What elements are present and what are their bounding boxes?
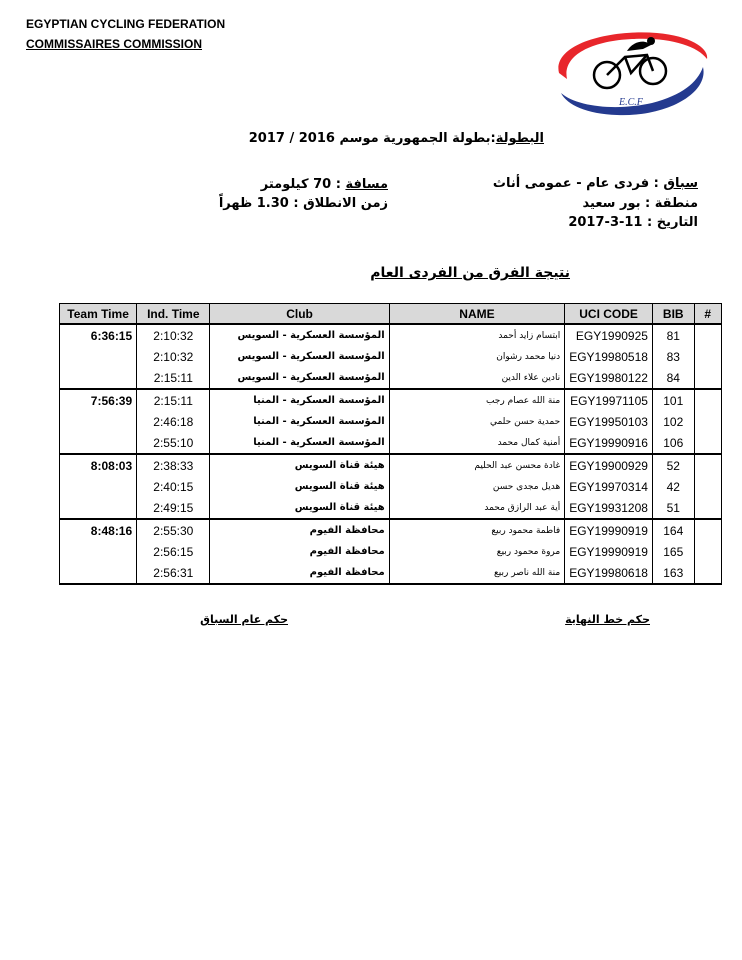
region-line: منطقة : بور سعيد bbox=[582, 196, 698, 211]
team-time-cell: 7:56:39 bbox=[60, 389, 137, 411]
col-ind-time: Ind. Time bbox=[137, 304, 210, 325]
uci-cell: EGY19971105 bbox=[565, 389, 653, 411]
race-label: سباق bbox=[663, 176, 698, 191]
table-row bbox=[60, 432, 722, 454]
finish-line-judge-label: حكم خط النهاية bbox=[565, 613, 650, 626]
team-time-cell bbox=[60, 476, 137, 497]
bib-cell: 83 bbox=[652, 346, 694, 367]
bib-cell: 84 bbox=[652, 367, 694, 389]
bib-cell: 164 bbox=[652, 519, 694, 541]
chief-commissaire-label: حكم عام السباق bbox=[200, 613, 288, 626]
uci-cell: EGY19900929 bbox=[565, 454, 653, 476]
club-cell: المؤسسة العسكرية - المنيا bbox=[210, 432, 389, 454]
bib-cell: 106 bbox=[652, 432, 694, 454]
table-row bbox=[60, 562, 722, 584]
team-time-cell: 6:36:15 bbox=[60, 324, 137, 346]
club-cell: المؤسسة العسكرية - السويس bbox=[210, 324, 389, 346]
uci-cell: EGY19990919 bbox=[565, 541, 653, 562]
table-row bbox=[60, 541, 722, 562]
race-line bbox=[493, 176, 698, 191]
col-bib: BIB bbox=[652, 304, 694, 325]
results-table bbox=[59, 303, 722, 585]
championship-label: البطولة bbox=[495, 131, 544, 146]
bib-cell: 42 bbox=[652, 476, 694, 497]
uci-cell: EGY19980518 bbox=[565, 346, 653, 367]
ind-time-cell: 2:56:15 bbox=[137, 541, 210, 562]
table-row bbox=[60, 389, 722, 411]
club-cell: هيئة قناة السويس bbox=[210, 454, 389, 476]
name-cell: حمدية حسن حلمي bbox=[389, 411, 565, 432]
start-time-line: زمن الانطلاق : 1.30 ظهراً bbox=[218, 196, 388, 211]
name-cell: هديل مجدى حسن bbox=[389, 476, 565, 497]
table-row bbox=[60, 367, 722, 389]
name-cell: نادين علاء الدين bbox=[389, 367, 565, 389]
bib-cell: 101 bbox=[652, 389, 694, 411]
ecf-logo bbox=[547, 27, 715, 119]
number-cell bbox=[694, 476, 721, 497]
ind-time-cell: 2:10:32 bbox=[137, 346, 210, 367]
uci-cell: EGY19950103 bbox=[565, 411, 653, 432]
ind-time-cell: 2:55:10 bbox=[137, 432, 210, 454]
name-cell: أمنية كمال محمد bbox=[389, 432, 565, 454]
ind-time-cell: 2:15:11 bbox=[137, 367, 210, 389]
number-cell bbox=[694, 454, 721, 476]
name-cell: أية عبد الرازق محمد bbox=[389, 497, 565, 519]
col-number: # bbox=[694, 304, 721, 325]
ind-time-cell: 2:49:15 bbox=[137, 497, 210, 519]
date-line: التاريخ : 11-3-2017 bbox=[568, 215, 698, 230]
number-cell bbox=[694, 519, 721, 541]
table-row bbox=[60, 454, 722, 476]
uci-cell: EGY19980122 bbox=[565, 367, 653, 389]
team-time-cell bbox=[60, 367, 137, 389]
team-time-cell bbox=[60, 346, 137, 367]
number-cell bbox=[694, 497, 721, 519]
table-row bbox=[60, 476, 722, 497]
bib-cell: 163 bbox=[652, 562, 694, 584]
results-subtitle: نتيجة الفرق من الفردى العام bbox=[370, 265, 570, 281]
table-row bbox=[60, 346, 722, 367]
distance-value: : 70 كيلومتر bbox=[260, 177, 346, 192]
col-uci-code: UCI CODE bbox=[565, 304, 653, 325]
logo-text: E.C.F bbox=[619, 97, 643, 108]
number-cell bbox=[694, 389, 721, 411]
table-row bbox=[60, 324, 722, 346]
name-cell: دنيا محمد رشوان bbox=[389, 346, 565, 367]
team-time-cell bbox=[60, 541, 137, 562]
name-cell: منة الله عصام رجب bbox=[389, 389, 565, 411]
club-cell: هيئة قناة السويس bbox=[210, 476, 389, 497]
club-cell: المؤسسة العسكرية - المنيا bbox=[210, 389, 389, 411]
distance-label: مسافة bbox=[345, 177, 388, 192]
table-row bbox=[60, 497, 722, 519]
number-cell bbox=[694, 346, 721, 367]
club-cell: المؤسسة العسكرية - المنيا bbox=[210, 411, 389, 432]
team-time-cell: 8:08:03 bbox=[60, 454, 137, 476]
bib-cell: 81 bbox=[652, 324, 694, 346]
championship-value: :بطولة الجمهورية موسم 2016 / 2017 bbox=[248, 131, 496, 146]
club-cell: محافظة الفيوم bbox=[210, 541, 389, 562]
number-cell bbox=[694, 367, 721, 389]
number-cell bbox=[694, 324, 721, 346]
commission-name: COMMISSAIRES COMMISSION bbox=[26, 37, 203, 51]
name-cell: منة الله ناصر ربيع bbox=[389, 562, 565, 584]
number-cell bbox=[694, 432, 721, 454]
col-name: NAME bbox=[389, 304, 565, 325]
ind-time-cell: 2:56:31 bbox=[137, 562, 210, 584]
distance-line bbox=[261, 177, 388, 192]
ind-time-cell: 2:38:33 bbox=[137, 454, 210, 476]
number-cell bbox=[694, 411, 721, 432]
uci-cell: EGY19990919 bbox=[565, 519, 653, 541]
club-cell: المؤسسة العسكرية - السويس bbox=[210, 346, 389, 367]
ind-time-cell: 2:40:15 bbox=[137, 476, 210, 497]
uci-cell: EGY1990925 bbox=[565, 324, 653, 346]
name-cell: ابتسام زايد أحمد bbox=[389, 324, 565, 346]
bib-cell: 102 bbox=[652, 411, 694, 432]
team-time-cell bbox=[60, 432, 137, 454]
number-cell bbox=[694, 541, 721, 562]
team-time-cell bbox=[60, 497, 137, 519]
ind-time-cell: 2:55:30 bbox=[137, 519, 210, 541]
team-time-cell: 8:48:16 bbox=[60, 519, 137, 541]
bib-cell: 51 bbox=[652, 497, 694, 519]
name-cell: مروة محمود ربيع bbox=[389, 541, 565, 562]
federation-name: EGYPTIAN CYCLING FEDERATION bbox=[26, 17, 226, 31]
table-header-row bbox=[60, 304, 722, 325]
team-time-cell bbox=[60, 562, 137, 584]
number-cell bbox=[694, 562, 721, 584]
col-team-time: Team Time bbox=[60, 304, 137, 325]
table-row bbox=[60, 519, 722, 541]
club-cell: هيئة قناة السويس bbox=[210, 497, 389, 519]
table-row bbox=[60, 411, 722, 432]
bib-cell: 165 bbox=[652, 541, 694, 562]
team-time-cell bbox=[60, 411, 137, 432]
ind-time-cell: 2:10:32 bbox=[137, 324, 210, 346]
club-cell: المؤسسة العسكرية - السويس bbox=[210, 367, 389, 389]
race-value: : فردى عام - عمومى أناث bbox=[492, 176, 664, 191]
name-cell: فاطمة محمود ربيع bbox=[389, 519, 565, 541]
col-club: Club bbox=[210, 304, 389, 325]
championship-line bbox=[249, 131, 544, 146]
name-cell: غادة محسن عبد الحليم bbox=[389, 454, 565, 476]
uci-cell: EGY19931208 bbox=[565, 497, 653, 519]
uci-cell: EGY19970314 bbox=[565, 476, 653, 497]
club-cell: محافظة الفيوم bbox=[210, 562, 389, 584]
uci-cell: EGY19980618 bbox=[565, 562, 653, 584]
uci-cell: EGY19990916 bbox=[565, 432, 653, 454]
club-cell: محافظة الفيوم bbox=[210, 519, 389, 541]
ind-time-cell: 2:15:11 bbox=[137, 389, 210, 411]
bib-cell: 52 bbox=[652, 454, 694, 476]
ind-time-cell: 2:46:18 bbox=[137, 411, 210, 432]
